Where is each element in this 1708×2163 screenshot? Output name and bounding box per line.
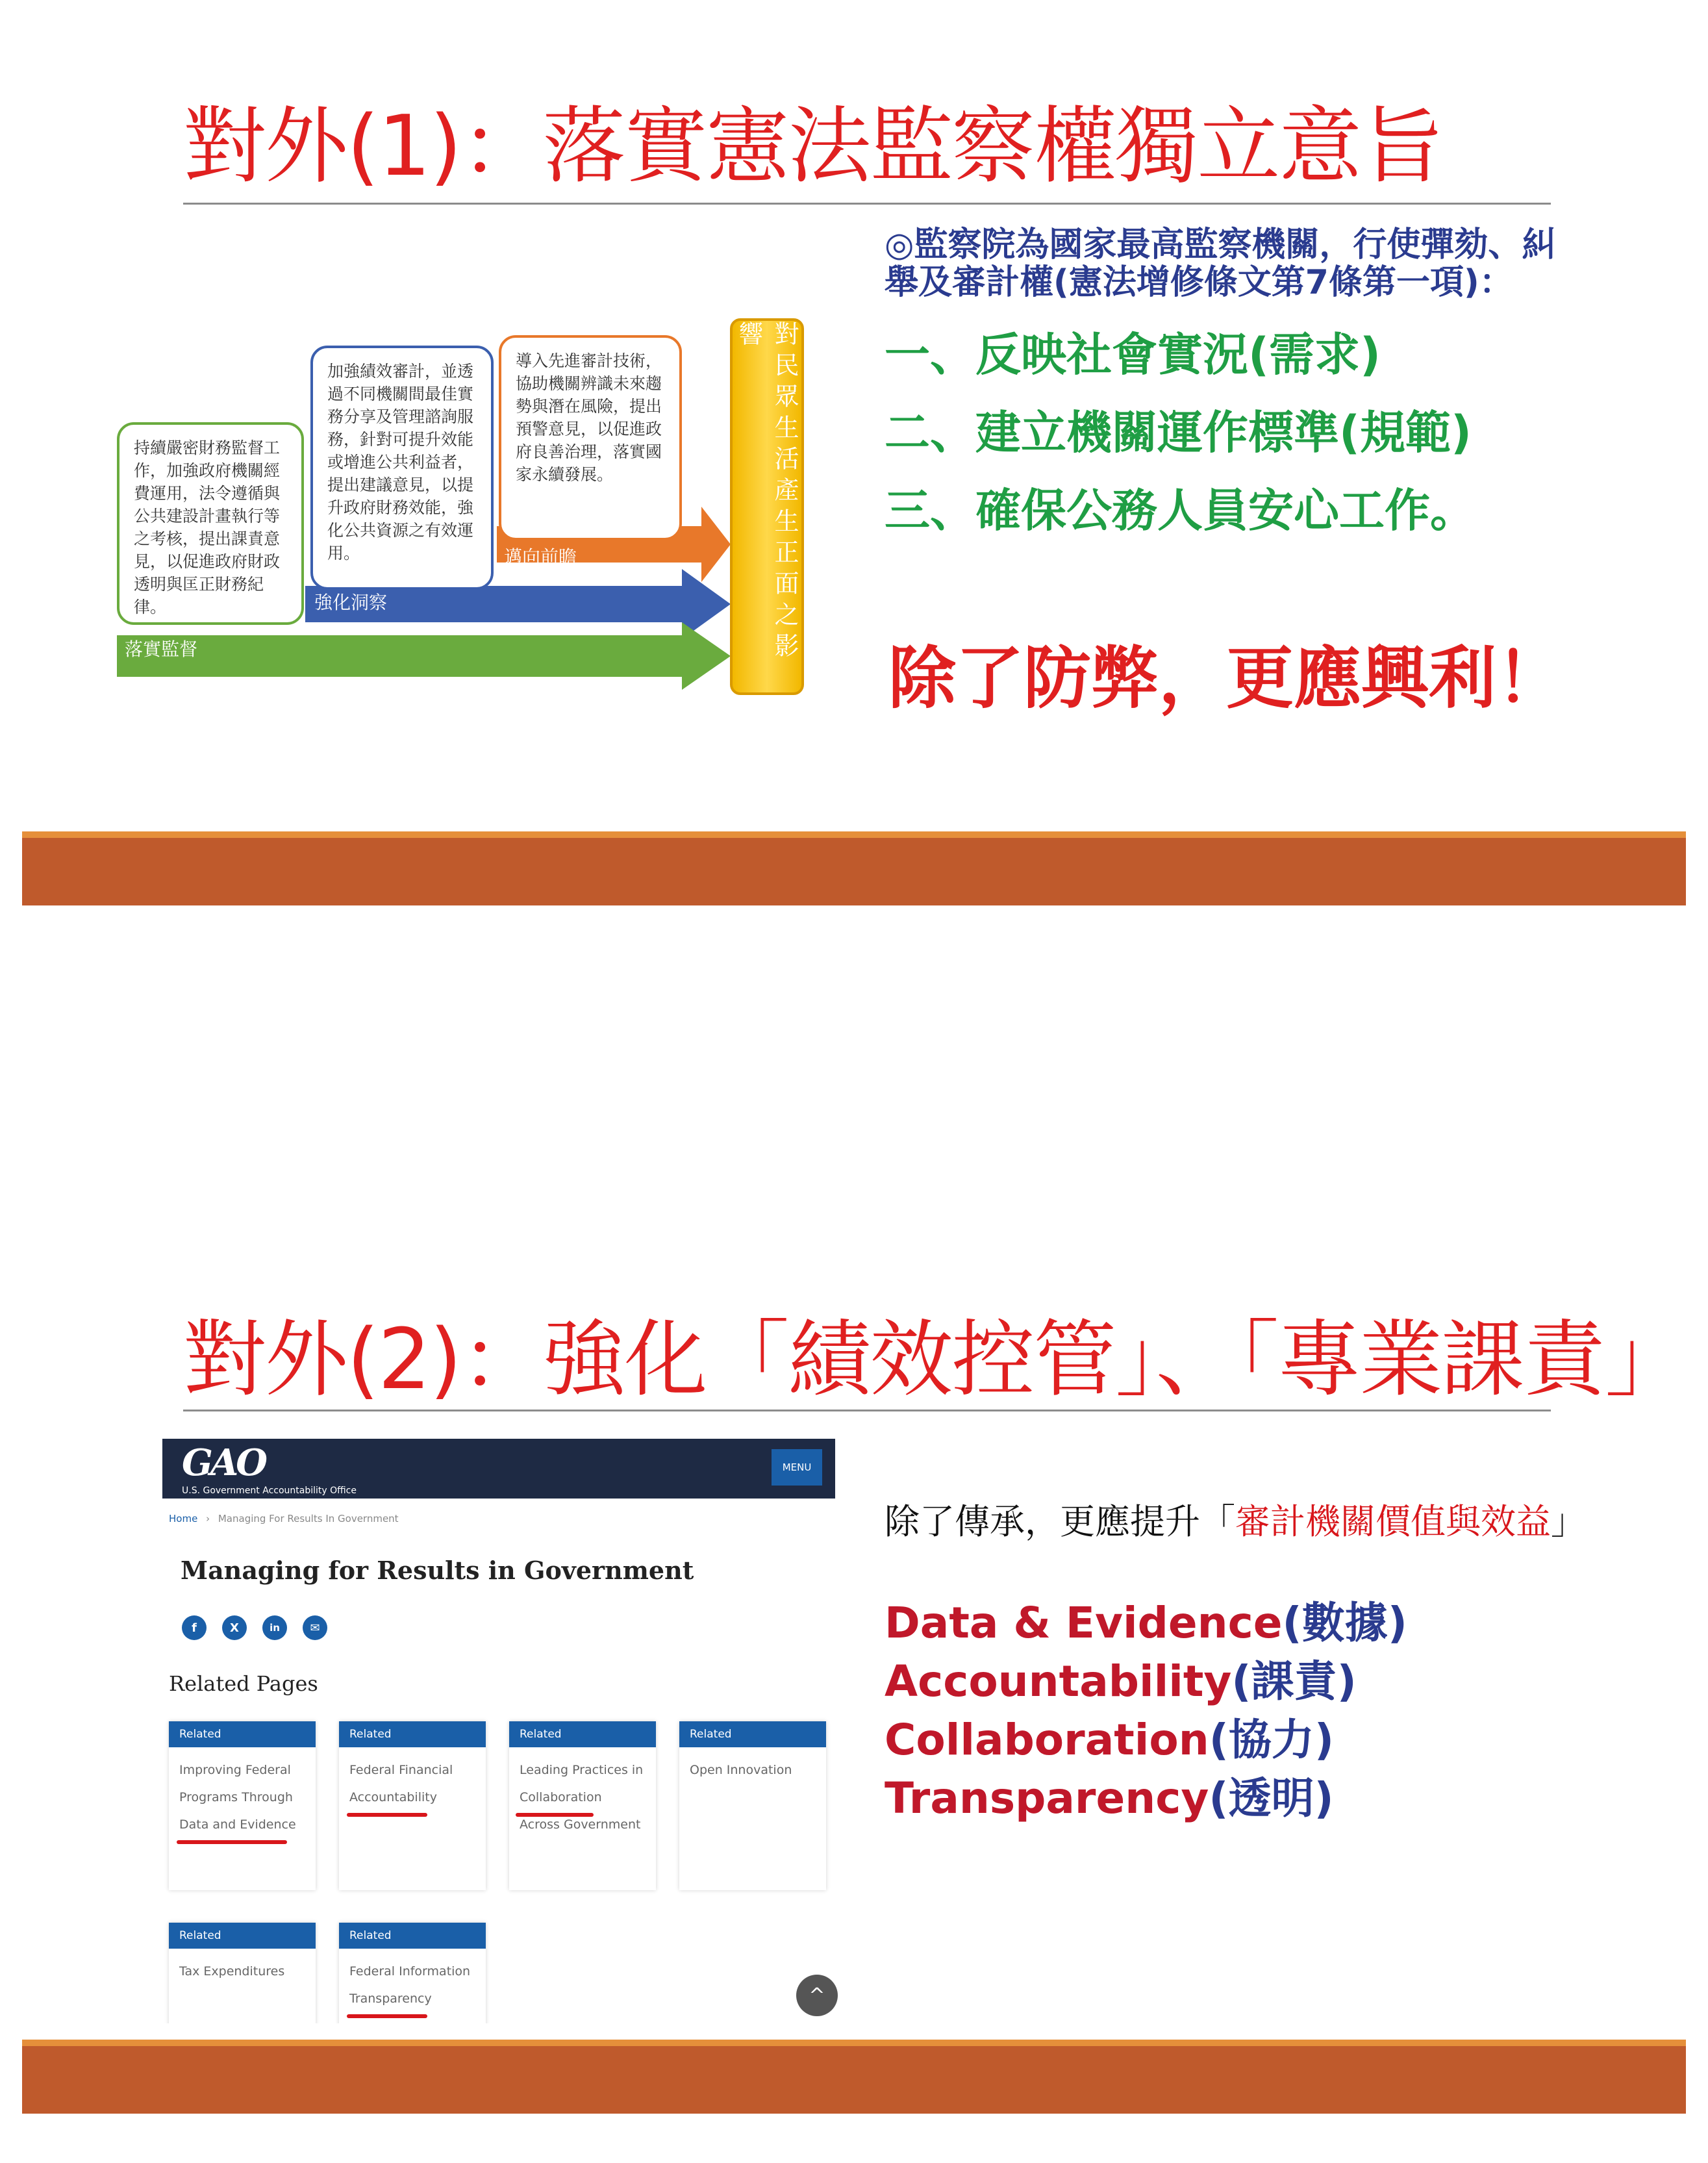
related-card-data-evidence[interactable] (169, 1721, 316, 1890)
slide1-slogan: 除了防弊，更應興利！ (888, 639, 1564, 718)
slide2-inherit-line (885, 1494, 1586, 1544)
scroll-to-top-icon[interactable]: ^ (796, 1975, 838, 2016)
underline-collaboration (516, 1813, 594, 1817)
slide1-title-rule (183, 203, 1551, 205)
card-tag: Related (679, 1721, 826, 1747)
concept-collaboration: Collaboration(協力) (885, 1715, 1335, 1765)
slide2-title: 對外(2)：強化「績效控管」、「專業課責」 (183, 1311, 1687, 1408)
slide1-point-2: 二、建立機關運作標準(規範) (885, 406, 1472, 459)
gao-subtitle: U.S. Government Accountability Office (182, 1486, 357, 1496)
gao-logo[interactable]: GAO (182, 1441, 266, 1484)
breadcrumb-current: Managing For Results In Government (218, 1513, 399, 1524)
facebook-icon[interactable]: f (182, 1615, 207, 1640)
related-pages-heading: Related Pages (169, 1671, 318, 1696)
underline-accountability (347, 1813, 427, 1817)
gao-page-title: Managing for Results in Government (181, 1556, 694, 1585)
card-tag: Related (169, 1923, 316, 1949)
breadcrumb (169, 1513, 399, 1524)
breadcrumb-home[interactable]: Home (169, 1513, 198, 1524)
card-tag: Related (169, 1721, 316, 1747)
card-tag: Related (509, 1721, 656, 1747)
related-card-open-innovation[interactable] (679, 1721, 826, 1890)
related-card-accountability[interactable] (339, 1721, 486, 1890)
slide1-title: 對外(1)：落實憲法監察權獨立意旨 (183, 98, 1443, 195)
stage-box-foresight: 導入先進審計技術，協助機關辨識未來趨勢與潛在風險，提出預警意見，以促進政府良善治理，落實國家永續發展。 (499, 335, 682, 540)
concept-accountability: Accountability(課責) (885, 1656, 1357, 1706)
related-card-collaboration[interactable] (509, 1721, 656, 1890)
underline-data-evidence (177, 1840, 287, 1844)
concept-data-evidence: Data & Evidence(數據) (885, 1598, 1407, 1648)
card-title[interactable]: Tax Expenditures (179, 1964, 285, 1979)
arrow-label-blue: 強化洞察 (314, 592, 388, 613)
slide1-point-3: 三、確保公務人員安心工作。 (885, 484, 1476, 537)
impact-banner-text: 對民眾生活產生正面之影響 (735, 321, 799, 664)
concept-transparency: Transparency(透明) (885, 1773, 1334, 1823)
card-title[interactable]: Federal Information Transparency (349, 1964, 471, 2006)
email-icon[interactable]: ✉ (303, 1615, 327, 1640)
stage-box-insight: 加強績效審計，並透過不同機關間最佳實務分享及管理諮詢服務，針對可提升效能或增進公共利益者，提出建議意見，以提升政府財務效能，強化公共資源之有效運用。 (310, 346, 494, 590)
gao-screenshot (162, 1439, 835, 2023)
arrow-label-orange: 邁向前瞻 (504, 546, 577, 568)
concept-list (885, 1594, 1407, 1828)
card-title[interactable]: Federal Financial Accountability (349, 1763, 453, 1804)
impact-banner (730, 318, 804, 695)
slide1-intro: ◎監察院為國家最高監察機關，行使彈劾、糾舉及審計權(憲法增修條文第7條第一項)： (885, 225, 1556, 302)
card-title[interactable]: Leading Practices in Collaboration Across Government (520, 1763, 644, 1832)
related-card-transparency[interactable] (339, 1923, 486, 2023)
slide1-footer-band (22, 831, 1686, 905)
card-title[interactable]: Open Innovation (690, 1763, 792, 1777)
breadcrumb-separator-icon: › (206, 1513, 210, 1524)
related-card-tax-expenditures[interactable] (169, 1923, 316, 2023)
slide2-title-rule (183, 1410, 1551, 1411)
linkedin-icon[interactable]: in (262, 1615, 287, 1640)
arrow-green (117, 622, 731, 690)
inherit-suffix: 」 (1551, 1501, 1586, 1542)
x-icon[interactable]: X (222, 1615, 247, 1640)
card-tag: Related (339, 1721, 486, 1747)
gao-header (162, 1439, 835, 1499)
arrow-label-green: 落實監督 (125, 639, 198, 660)
slide1-point-1: 一、反映社會實況(需求) (885, 328, 1381, 381)
stage-box-supervision: 持續嚴密財務監督工作，加強政府機關經費運用，法令遵循與公共建設計畫執行等之考核，提出課責意見，以促進政府財政透明與匡正財務紀律。 (117, 422, 304, 625)
menu-button[interactable]: MENU (772, 1449, 822, 1486)
slide2-footer-band (22, 2040, 1686, 2114)
card-tag: Related (339, 1923, 486, 1949)
card-title[interactable]: Improving Federal Programs Through Data and Evidence (179, 1763, 296, 1832)
inherit-highlight: 審計機關價值與效益 (1235, 1501, 1551, 1542)
underline-transparency (347, 2014, 427, 2018)
inherit-prefix: 除了傳承，更應提升「 (885, 1501, 1235, 1542)
